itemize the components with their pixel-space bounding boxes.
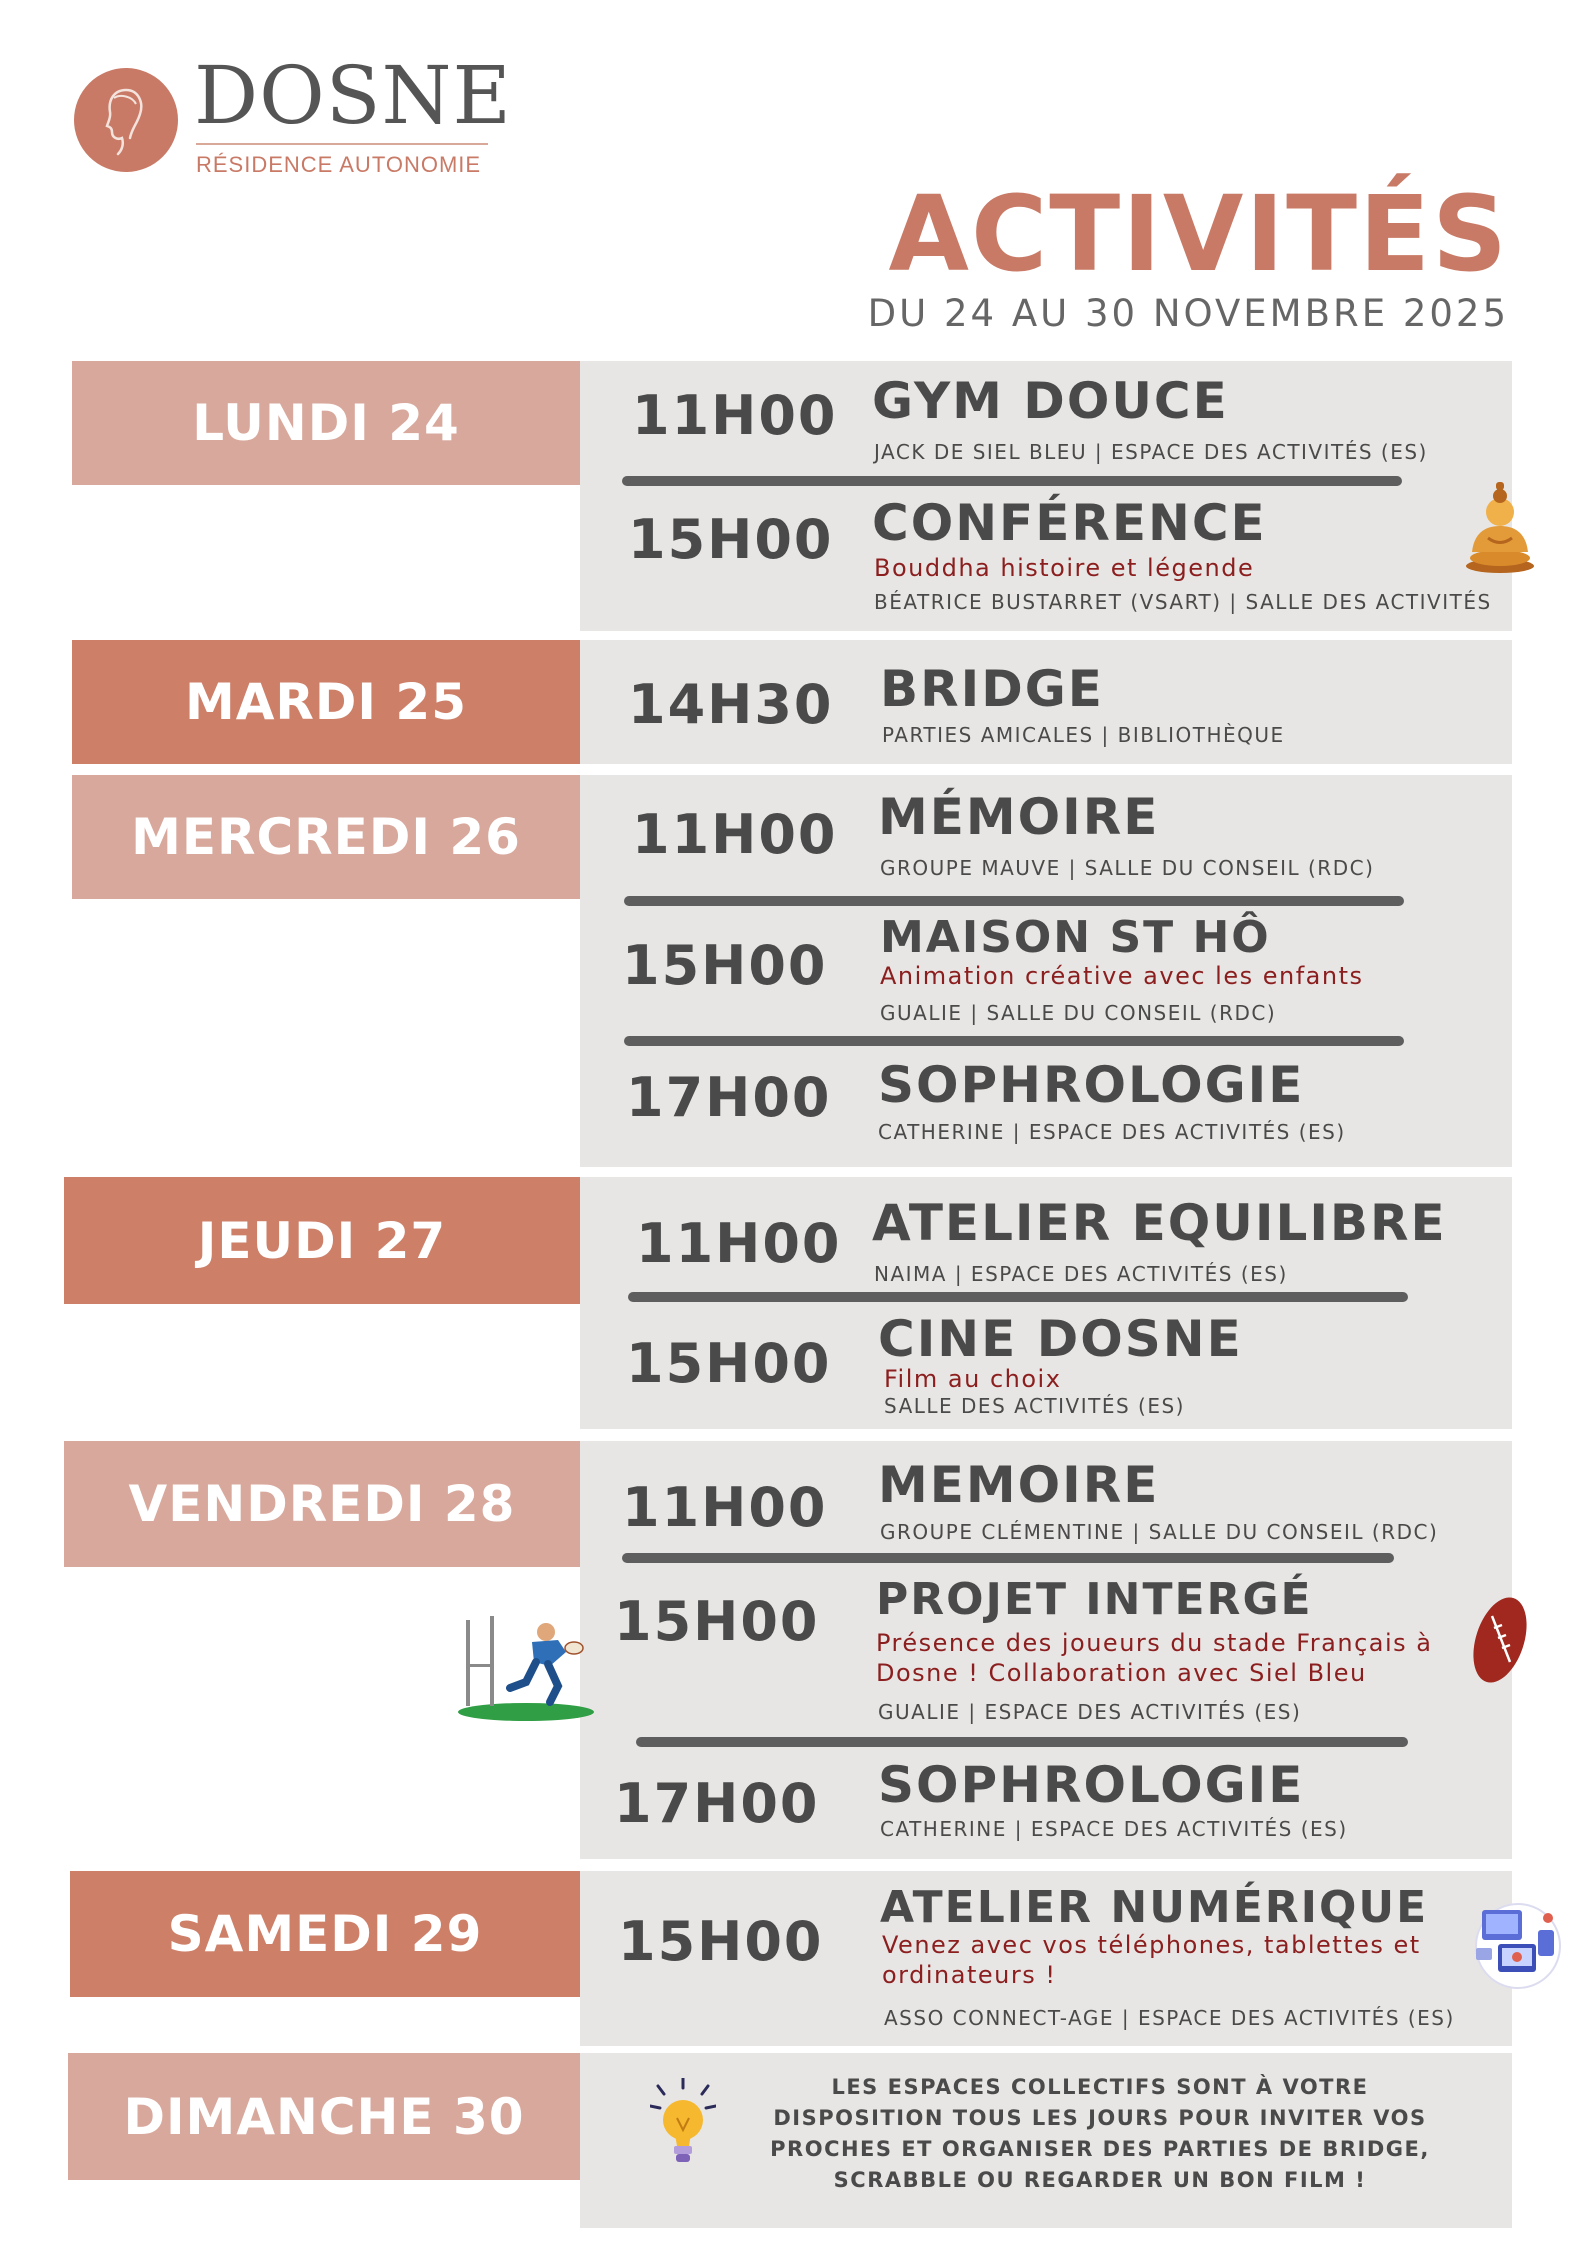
day-label-samedi: SAMEDI 29 <box>70 1871 580 1997</box>
day-label-mardi: MARDI 25 <box>72 640 580 764</box>
event-time: 15H00 <box>626 1332 832 1395</box>
lightbulb-icon <box>650 2078 716 2174</box>
event-subtitle: Présence des joueurs du stade Français à <box>876 1629 1433 1657</box>
event-details: SALLE DES ACTIVITÉS (ES) <box>884 1394 1185 1418</box>
event-subtitle: Dosne ! Collaboration avec Siel Bleu <box>876 1659 1367 1687</box>
event-subtitle: Film au choix <box>884 1365 1062 1393</box>
event-title: PROJET INTERGÉ <box>876 1574 1313 1625</box>
event-title: MAISON ST HÔ <box>880 912 1271 963</box>
logo-icon <box>74 68 178 172</box>
event-details: PARTIES AMICALES | BIBLIOTHÈQUE <box>882 723 1285 747</box>
event-time: 15H00 <box>618 1910 824 1973</box>
rugby-ball-icon <box>1470 1592 1530 1692</box>
info-note <box>760 2072 1440 2196</box>
event-title: SOPHROLOGIE <box>878 1756 1305 1814</box>
event-title: CINE DOSNE <box>878 1310 1243 1368</box>
event-time: 14H30 <box>628 673 834 736</box>
event-title: BRIDGE <box>880 660 1104 718</box>
event-time: 11H00 <box>622 1476 828 1539</box>
page-title: ACTIVITÉS <box>888 173 1509 295</box>
date-range: DU 24 AU 30 NOVEMBRE 2025 <box>867 292 1509 335</box>
event-details: ASSO CONNECT-AGE | ESPACE DES ACTIVITÉS (ES) <box>884 2006 1455 2030</box>
event-time: 17H00 <box>614 1772 820 1835</box>
event-separator <box>628 1292 1408 1302</box>
brand-subtitle: RÉSIDENCE AUTONOMIE <box>196 152 482 177</box>
event-title: ATELIER EQUILIBRE <box>872 1194 1447 1252</box>
event-details: GUALIE | ESPACE DES ACTIVITÉS (ES) <box>878 1700 1302 1724</box>
day-label-lundi: LUNDI 24 <box>72 361 580 485</box>
event-details: GUALIE | SALLE DU CONSEIL (RDC) <box>880 1001 1277 1025</box>
event-title: CONFÉRENCE <box>872 494 1267 552</box>
event-title: SOPHROLOGIE <box>878 1056 1305 1114</box>
note-line: SCRABBLE OU REGARDER UN BON FILM ! <box>833 2168 1367 2192</box>
event-subtitle: ordinateurs ! <box>882 1961 1057 1989</box>
day-label-jeudi: JEUDI 27 <box>64 1177 580 1304</box>
event-time: 15H00 <box>622 934 828 997</box>
day-label-mercredi: MERCREDI 26 <box>72 775 580 899</box>
rugby-player-icon <box>454 1612 604 1728</box>
event-title: MÉMOIRE <box>878 788 1160 846</box>
event-separator <box>624 1036 1404 1046</box>
event-details: GROUPE CLÉMENTINE | SALLE DU CONSEIL (RDC) <box>880 1520 1439 1544</box>
event-subtitle: Animation créative avec les enfants <box>880 962 1364 990</box>
note-line: PROCHES ET ORGANISER DES PARTIES DE BRIDGE, <box>770 2137 1430 2161</box>
day-label-dimanche: DIMANCHE 30 <box>68 2053 580 2180</box>
digital-devices-icon <box>1468 1900 1568 1998</box>
event-separator <box>622 476 1402 486</box>
brand-divider <box>196 143 488 145</box>
event-title: MEMOIRE <box>878 1456 1160 1514</box>
event-details: CATHERINE | ESPACE DES ACTIVITÉS (ES) <box>880 1817 1348 1841</box>
event-separator <box>624 896 1404 906</box>
event-time: 15H00 <box>614 1590 820 1653</box>
event-time: 15H00 <box>628 508 834 571</box>
note-line: LES ESPACES COLLECTIFS SONT À VOTRE <box>831 2075 1369 2099</box>
woman-profile-logo-icon <box>74 68 178 172</box>
event-details: CATHERINE | ESPACE DES ACTIVITÉS (ES) <box>878 1120 1346 1144</box>
event-title: ATELIER NUMÉRIQUE <box>880 1882 1429 1933</box>
brand-name: DOSNE <box>194 49 512 142</box>
event-time: 17H00 <box>626 1066 832 1129</box>
event-subtitle: Bouddha histoire et légende <box>874 554 1255 582</box>
event-details: GROUPE MAUVE | SALLE DU CONSEIL (RDC) <box>880 856 1375 880</box>
buddha-statue-icon <box>1460 474 1540 578</box>
event-separator <box>622 1553 1394 1563</box>
event-time: 11H00 <box>636 1212 842 1275</box>
note-line: DISPOSITION TOUS LES JOURS POUR INVITER VOS <box>773 2106 1427 2130</box>
event-time: 11H00 <box>632 384 838 447</box>
event-separator <box>636 1737 1408 1747</box>
event-details: NAIMA | ESPACE DES ACTIVITÉS (ES) <box>874 1262 1288 1286</box>
day-label-vendredi: VENDREDI 28 <box>64 1441 580 1567</box>
event-time: 11H00 <box>632 803 838 866</box>
event-subtitle: Venez avec vos téléphones, tablettes et <box>882 1931 1421 1959</box>
event-title: GYM DOUCE <box>872 372 1229 430</box>
event-details: JACK DE SIEL BLEU | ESPACE DES ACTIVITÉS (ES) <box>874 440 1428 464</box>
event-details: BÉATRICE BUSTARRET (VSART) | SALLE DES ACTIVITÉS <box>874 590 1492 614</box>
